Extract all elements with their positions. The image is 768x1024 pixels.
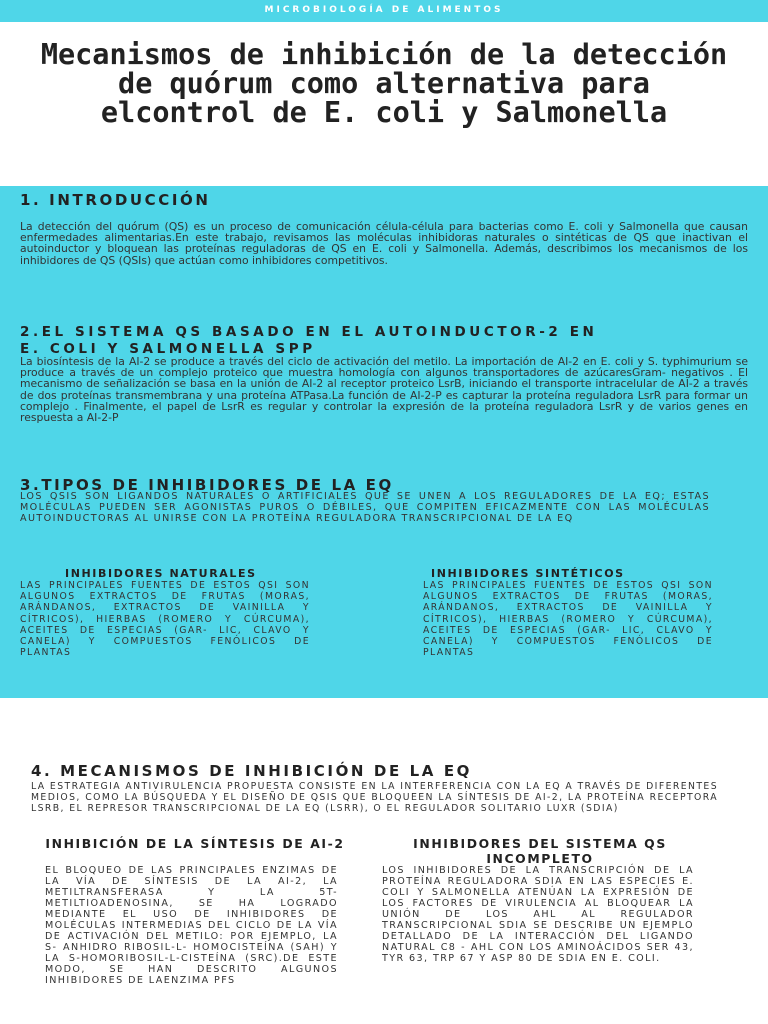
synthetic-inhibitors-body: LAS PRINCIPALES FUENTES DE ESTOS QSI SON ALGUNOS EXTRACTOS DE FRUTAS (MORAS, ARÁNDANOS, EXTRACTOS DE VAINILLA Y CÍTRICOS), HIERBAS (ROMERO Y CÚRCUMA), ACEITES DE ESPECIAS (GAR- LIC, CLAVO Y CANELA) Y COMPUESTOS FENÓLICOS DE PLANTAS [423,580,713,659]
natural-inhibitors-body: LAS PRINCIPALES FUENTES DE ESTOS QSI SON ALGUNOS EXTRACTOS DE FRUTAS (MORAS, ARÁNDANOS, EXTRACTOS DE VAINILLA Y CÍTRICOS), HIERBAS (ROMERO Y CÚRCUMA), ACEITES DE ESPECIAS (GAR- LIC, CLAVO Y CANELA) Y COMPUESTOS FENÓLICOS DE PLANTAS [20,580,310,659]
top-banner [0,0,768,22]
section-1-body: La detección del quórum (QS) es un proceso de comunicación célula-célula para bacterias como E. coli y Salmonella que causan enfermedades alimentarias.En este trabajo, revisamos las moléculas inhibidoras naturales o sintéticas de QS que inactivan el autoinductor y bloquean las proteínas reguladoras de QS en E. coli y Salmonella. Además, describimos los mecanismos de los inhibidores de QS (QSIs) que actúan como inhibidores competitivos. [20,220,748,267]
section-3-heading: 3.TIPOS DE INHIBIDORES DE LA EQ [20,476,394,494]
synthesis-inhibition-heading: INHIBICIÓN DE LA SÍNTESIS DE AI-2 [45,836,345,851]
section-1-heading: 1. INTRODUCCIÓN [20,191,211,209]
section-2-heading-line1: 2.EL SISTEMA QS BASADO EN EL AUTOINDUCTOR-2 EN [20,324,598,340]
section-2-heading-line2: E. COLI Y SALMONELLA SPP [20,341,316,357]
incomplete-qs-body: LOS INHIBIDORES DE LA TRANSCRIPCIÓN DE LA PROTEÍNA REGULADORA SDIA EN LAS ESPECIES E. COLI Y SALMONELLA ATENÚAN LA EXPRESIÓN DE LOS FACTORES DE VIRULENCIA AL BLOQUEAR LA UNIÓN DE LOS AHL AL REGULADOR TRANSCRIPCIONAL SDIA SE DESCRIBE UN EJEMPLO DETALLADO DE LA INTERACCIÓN DEL LIGANDO NATURAL C8 - AHL CON LOS AMINOÁCIDOS SER 43, TYR 63, TRP 67 Y ASP 80 DE SDIA EN E. COLI. [382,865,694,964]
poster-title: Mecanismos de inhibición de la detección de quórum como alternativa para elcontrol de E. coli y Salmonella [40,38,728,129]
section-3-body: LOS QSIS SON LIGANDOS NATURALES O ARTIFICIALES QUE SE UNEN A LOS REGULADORES DE LA EQ; ESTAS MOLÉCULAS PUEDEN SER AGONISTAS PUROS O DÉBILES, QUE COMPITEN EFICAZMENTE CON LAS MOLÉCULAS AUTOINDUCTORAS AL UNIRSE CON LA PROTEÍNA REGULADORA TRANSCRIPCIONAL DE LA EQ [20,491,710,524]
synthetic-inhibitors-heading: INHIBIDORES SINTÉTICOS [431,567,625,580]
section-2-body: La biosíntesis de la AI-2 se produce a través del ciclo de activación del metilo. La importación de AI-2 en E. coli y S. typhimurium se produce a través de un complejo proteico que muestra homología con algunos transportadores de azúcaresGram- negativos . El mecanismo de señalización se basa en la unión de AI-2 al receptor proteico LsrB, iniciando el transporte intracelular de AI-2 a través de dos proteínas transmembrana y una proteína ATPasa.La función de AI-2-P es capturar la proteína reguladora LsrR para formar un complejo . Finalmente, el papel de LsrR es regular y controlar la expresión de la proteína reguladora LsrR y de varios genes en respuesta a AI-2-P [20,355,748,425]
section-4-body: LA ESTRATEGIA ANTIVIRULENCIA PROPUESTA CONSISTE EN LA INTERFERENCIA CON LA EQ A TRAVÉS DE DIFERENTES MEDIOS, COMO LA BÚSQUEDA Y EL DISEÑO DE QSIS QUE BLOQUEEN LA SÍNTESIS DE AI-2, LA PROTEÍNA RECEPTORA LSRB, EL REPRESOR TRANSCRIPCIONAL DE LA EQ (LSRR), O EL REGULADOR SOLITARIO LUXR (SDIA) [31,781,718,815]
natural-inhibitors-heading: INHIBIDORES NATURALES [65,567,257,580]
section-4-heading: 4. MECANISMOS DE INHIBICIÓN DE LA EQ [31,762,473,780]
incomplete-qs-heading: INHIBIDORES DEL SISTEMA QS INCOMPLETO [413,836,667,866]
synthesis-inhibition-body: EL BLOQUEO DE LAS PRINCIPALES ENZIMAS DE LA VÍA DE SÍNTESIS DE LA AI-2, LA METILTRANSFERASA Y LA 5T-METILTIOADENOSINA, SE HA LOGRADO MEDIANTE EL USO DE INHIBIDORES DE MOLÉCULAS INTERMEDIAS DEL CICLO DE LA VÍA DE ACTIVACIÓN DEL METILO: POR EJEMPLO, LA S- ANHIDRO RIBOSIL-L- HOMOCISTEÍNA (SAH) Y LA S-HOMORIBOSIL-L-CISTEÍNA (SRC).DE ESTE MODO, SE HAN DESCRITO ALGUNOS INHIBIDORES DE LAENZIMA PFS [45,865,338,986]
banner-label: MICROBIOLOGÍA DE ALIMENTOS [264,5,504,15]
